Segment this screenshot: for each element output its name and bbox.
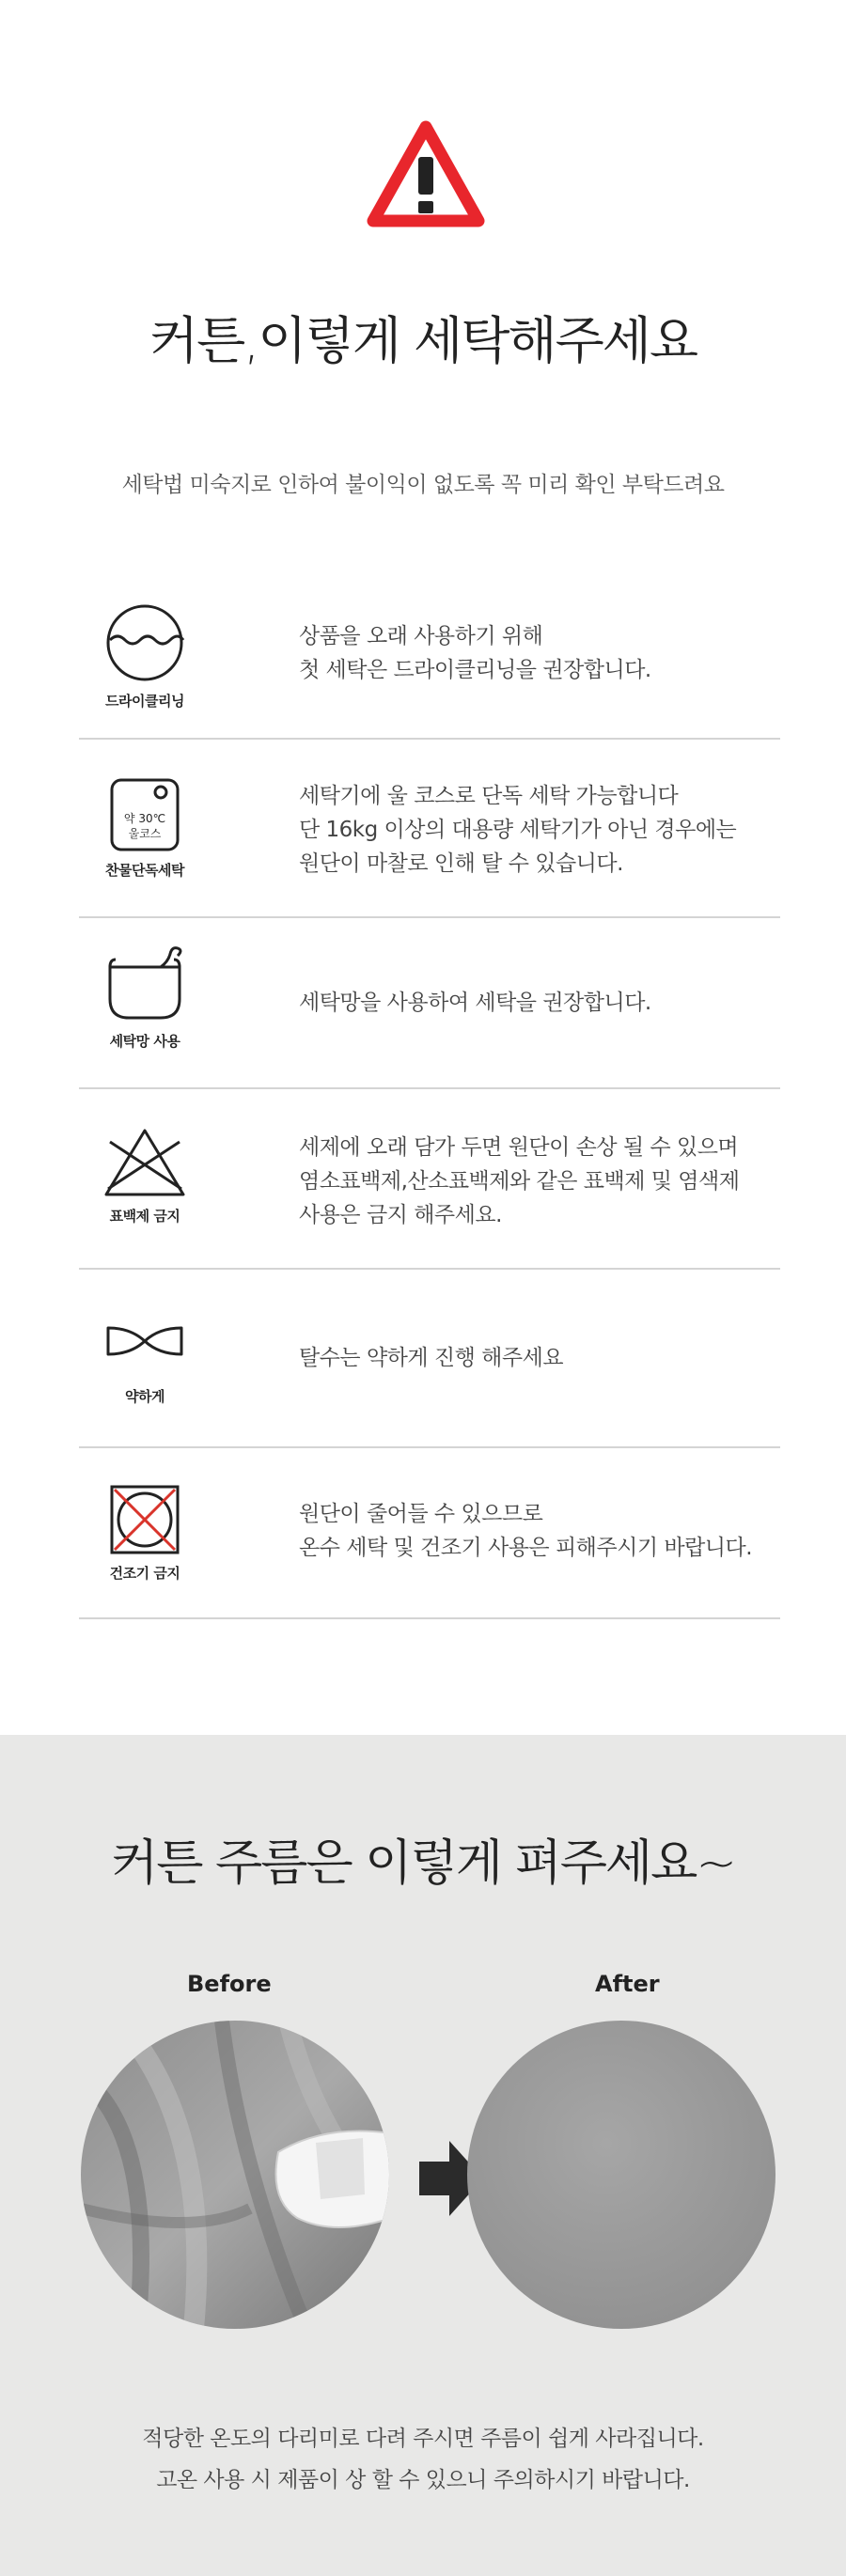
after-image: [467, 2021, 776, 2329]
care-row-dry-cleaning: [79, 567, 780, 740]
icon-label: 드라이클리닝: [105, 693, 184, 710]
wash-course-text: 울코스: [128, 827, 162, 840]
icon-label: 찬물단독세탁: [105, 862, 184, 879]
care-text-line: 단 16kg 이상의 대용량 세탁기가 아닌 경우에는: [299, 818, 737, 842]
dry-cleaning-icon: [104, 602, 185, 683]
care-instructions-list: [79, 567, 780, 1619]
ironing-title: 커튼 주름은 이렇게 펴주세요~: [111, 1835, 735, 1892]
page-title: 커튼,이렇게 세탁해주세요: [149, 311, 697, 370]
wash-temp-text: 약 30℃: [123, 812, 166, 825]
care-text-line: 세탁기에 울 코스로 단독 세탁 가능합니다: [299, 784, 679, 808]
before-label: Before: [187, 1971, 272, 1997]
care-text-line: 사용은 금지 해주세요.: [299, 1203, 502, 1227]
care-text-line: 첫 세탁은 드라이클리닝을 권장합니다.: [299, 658, 651, 682]
care-text-line: 세제에 오래 담가 두면 원단이 손상 될 수 있으며: [299, 1135, 739, 1160]
icon-label: 세탁망 사용: [109, 1033, 180, 1050]
care-row-no-tumble-dry: [79, 1448, 780, 1619]
care-text-line: 탈수는 약하게 진행 해주세요: [299, 1346, 564, 1370]
icon-label: 표백제 금지: [109, 1208, 180, 1225]
no-bleach-icon: [102, 1127, 187, 1198]
before-image: [81, 2021, 389, 2329]
no-tumble-dry-icon: [109, 1484, 180, 1555]
icon-label: 건조기 금지: [109, 1565, 180, 1582]
care-text-line: 염소표백제,산소표백제와 같은 표백제 및 염색제: [299, 1169, 740, 1194]
laundry-net-icon: [102, 943, 187, 1023]
ironing-text-line: 고온 사용 시 제품이 상 할 수 있으니 주의하시기 바랍니다.: [156, 2468, 690, 2492]
ironing-instructions: [0, 2418, 846, 2501]
page-subtitle: 세탁법 미숙지로 인하여 불이익이 없도록 꼭 미리 확인 부탁드려요: [121, 473, 725, 497]
care-text-line: 상품을 오래 사용하기 위해: [299, 624, 543, 648]
washing-machine-icon: [109, 777, 180, 852]
care-row-laundry-net: [79, 918, 780, 1089]
icon-label: 약하게: [125, 1388, 164, 1405]
warning-triangle-icon: [366, 117, 486, 232]
care-row-no-bleach: [79, 1089, 780, 1270]
care-row-washing-machine: [79, 740, 780, 918]
care-text-line: 원단이 마찰로 인해 탈 수 있습니다.: [299, 851, 623, 876]
care-text-line: 원단이 줄어들 수 있으므로: [299, 1502, 543, 1526]
ironing-text-line: 적당한 온도의 다리미로 다려 주시면 주름이 쉽게 사라집니다.: [142, 2427, 704, 2451]
care-text-line: 온수 세탁 및 건조기 사용은 피해주시기 바랍니다.: [299, 1536, 753, 1560]
after-label: After: [595, 1971, 660, 1997]
gentle-spin-icon: [102, 1320, 187, 1362]
care-text-line: 세탁망을 사용하여 세탁을 권장합니다.: [299, 991, 651, 1015]
care-row-gentle-spin: [79, 1270, 780, 1448]
